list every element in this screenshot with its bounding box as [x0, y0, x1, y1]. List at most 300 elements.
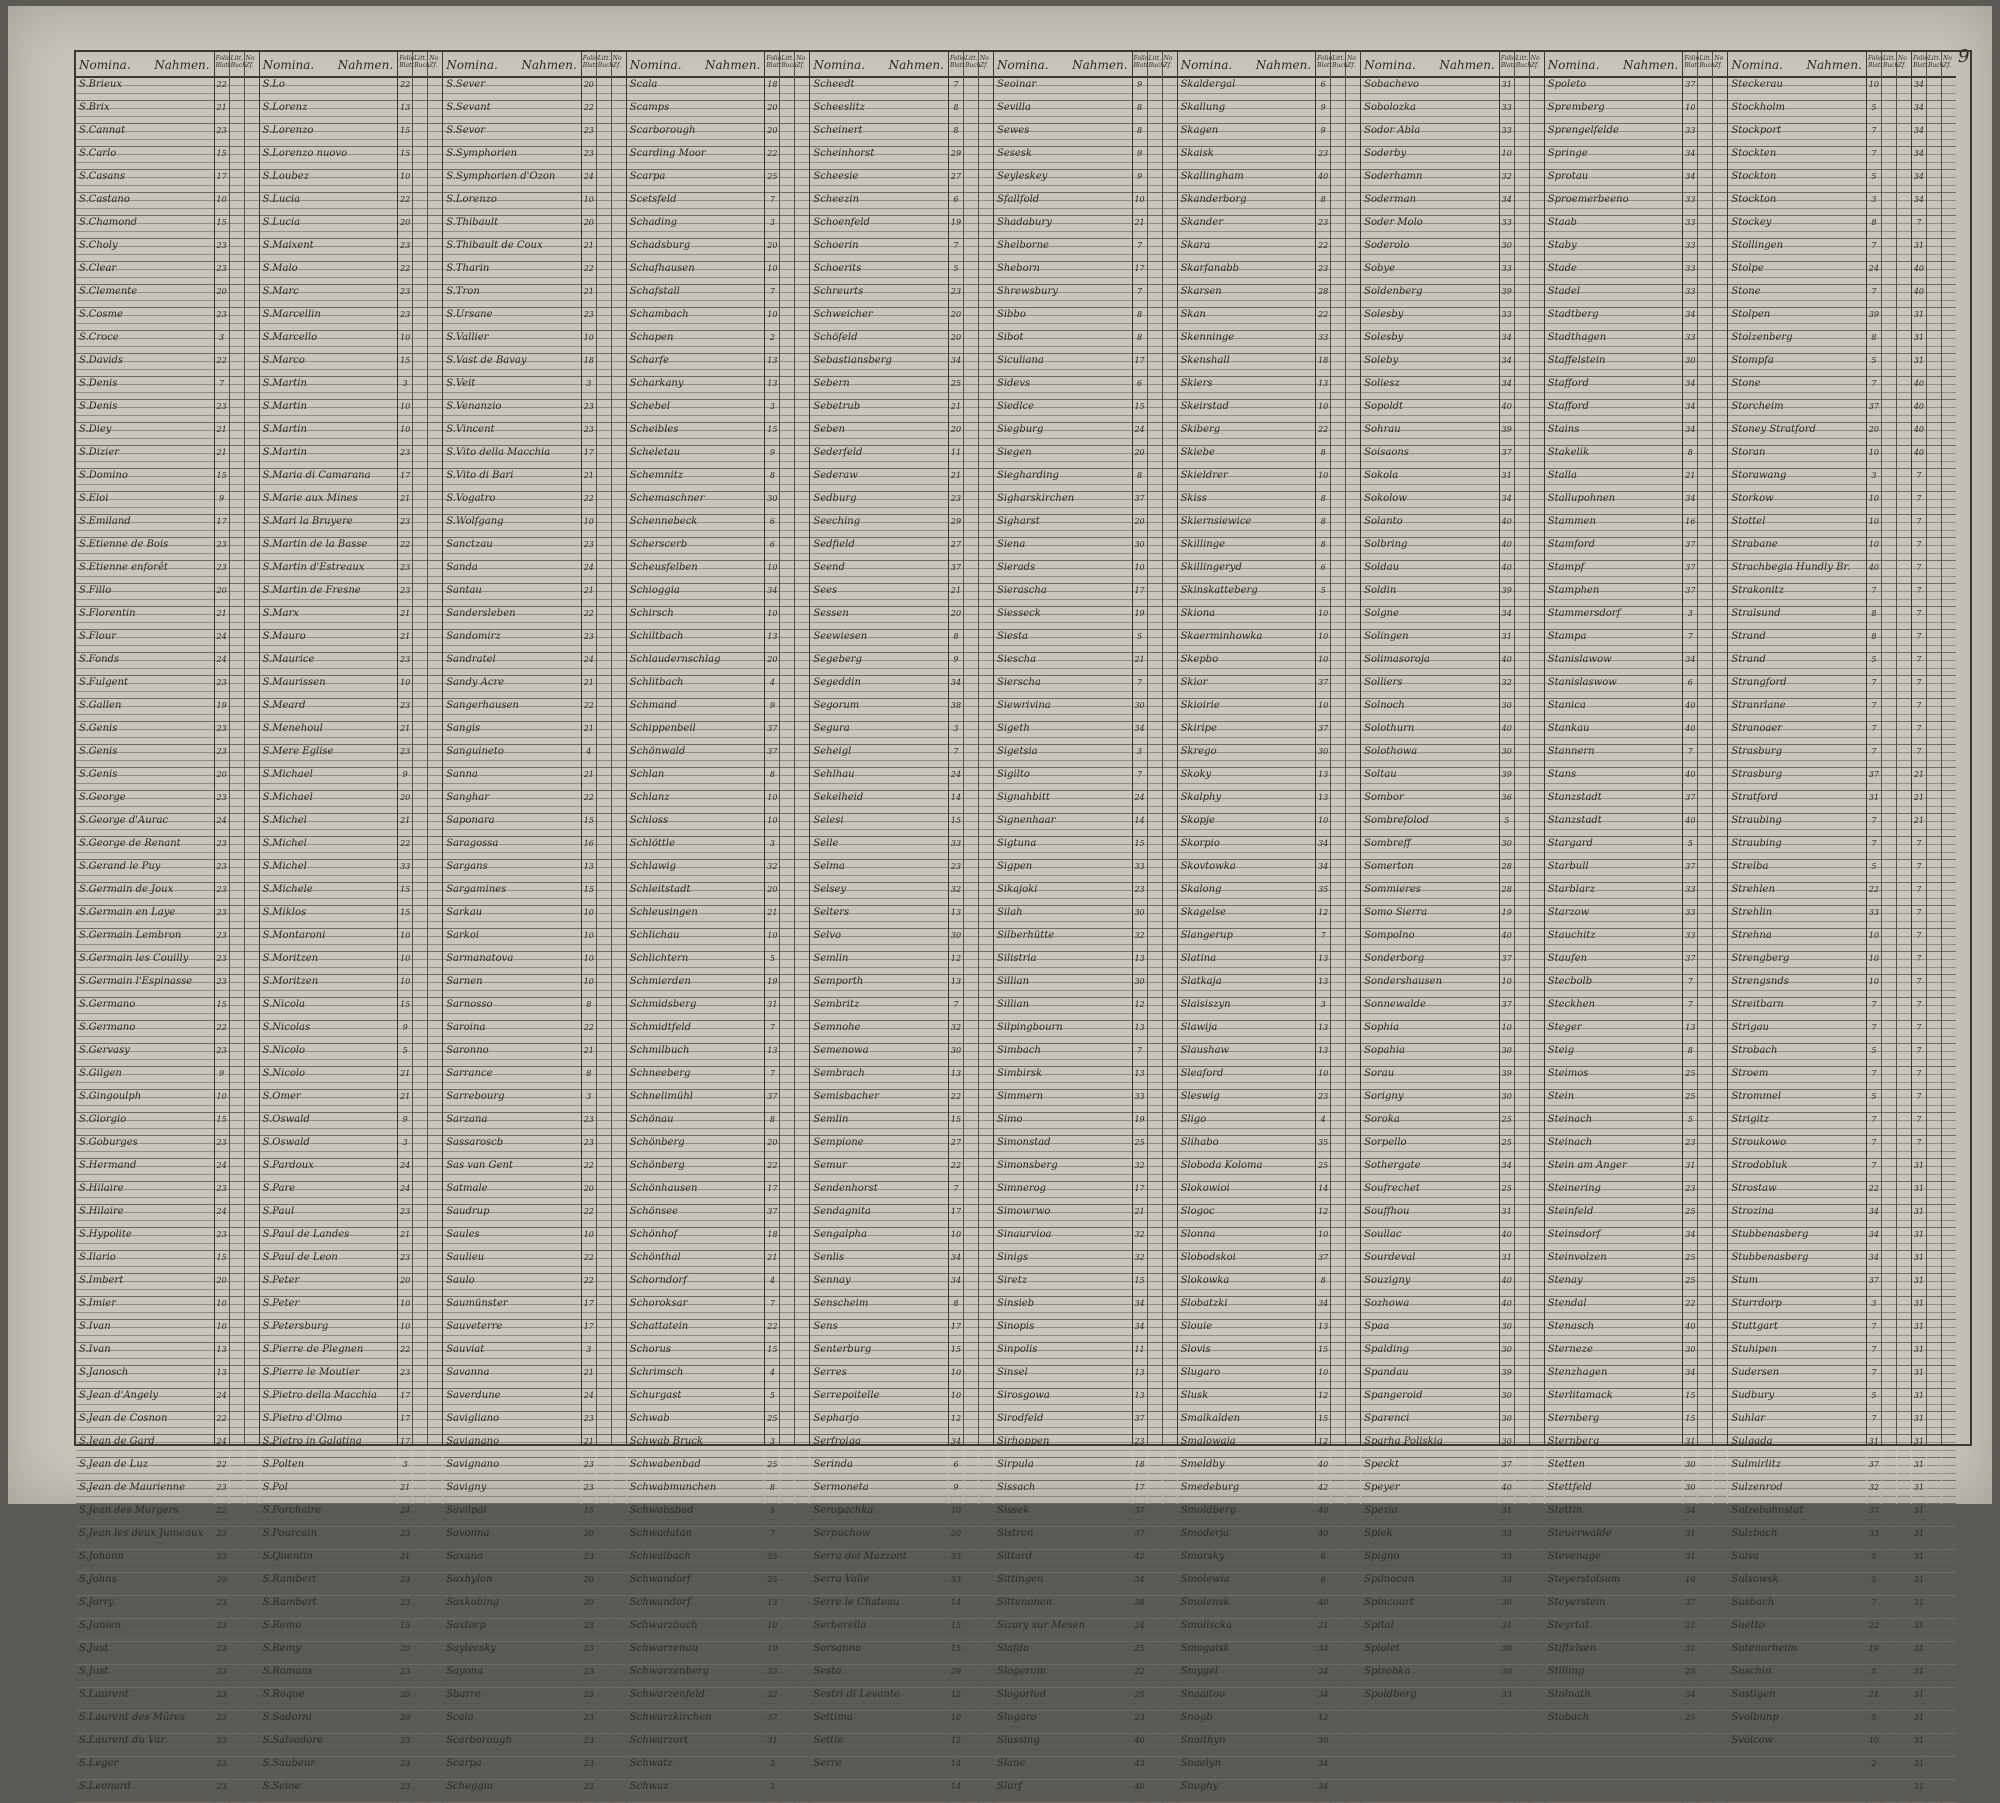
lit-cell — [780, 906, 794, 929]
place-name: Sternberg — [1545, 1412, 1683, 1435]
lit-cell — [1882, 1274, 1896, 1297]
lit-cell — [230, 791, 244, 814]
no-cell — [612, 331, 626, 354]
lit-cell — [780, 1688, 794, 1711]
no-cell — [1942, 1688, 1956, 1711]
place-name: Skrego — [1178, 745, 1316, 768]
no-cell — [1897, 584, 1911, 607]
place-name: Schwarzbach — [627, 1619, 765, 1642]
lit-cell — [230, 561, 244, 584]
no-cell — [795, 308, 809, 331]
no-cell — [1897, 1435, 1911, 1458]
lit-cell — [1698, 331, 1712, 354]
lit-cell — [964, 124, 978, 147]
folio-number: 23 — [398, 446, 412, 469]
lit-cell — [230, 998, 244, 1021]
lit-cell — [1148, 1182, 1162, 1205]
folio-number: 7 — [1912, 1021, 1926, 1044]
lit-cell — [1882, 1619, 1896, 1642]
no-cell — [1163, 124, 1177, 147]
folio-number: 5 — [765, 1389, 779, 1412]
place-name: Stafford — [1545, 377, 1683, 400]
no-cell — [979, 1090, 993, 1113]
lit-cell — [413, 1550, 427, 1573]
folio-number: 7 — [1867, 124, 1881, 147]
no-cell — [979, 239, 993, 262]
no-cell — [245, 239, 259, 262]
no-cell — [795, 1642, 809, 1665]
place-name: Soderby — [1361, 147, 1499, 170]
no-cell — [1163, 1205, 1177, 1228]
place-name: Steinfeld — [1545, 1205, 1683, 1228]
no-cell — [1346, 1619, 1360, 1642]
folio-number: 33 — [1683, 262, 1697, 285]
no-cell — [612, 1734, 626, 1757]
folio-number: 23 — [398, 515, 412, 538]
lit-cell — [1331, 1757, 1345, 1780]
lit-cell — [1927, 1504, 1941, 1527]
lit-cell — [780, 377, 794, 400]
lit-cell — [1148, 1481, 1162, 1504]
lit-cell — [1331, 1366, 1345, 1389]
place-name: Stettin — [1545, 1504, 1683, 1527]
lit-cell — [1331, 262, 1345, 285]
folio-number: 40 — [1500, 1297, 1514, 1320]
no-cell — [1713, 1136, 1727, 1159]
place-name: Steinach — [1545, 1113, 1683, 1136]
no-cell — [1163, 1343, 1177, 1366]
lit-cell — [1148, 124, 1162, 147]
no-cell — [795, 929, 809, 952]
lit-cell — [1927, 1021, 1941, 1044]
lit-cell — [413, 1527, 427, 1550]
folio-number: 15 — [765, 1343, 779, 1366]
place-name: S.Fillo — [76, 584, 214, 607]
lit-cell — [1927, 1067, 1941, 1090]
place-name: S.Romans — [260, 1665, 398, 1688]
no-cell — [1897, 906, 1911, 929]
no-cell — [245, 1159, 259, 1182]
folio-number: 40 — [1912, 446, 1926, 469]
no-cell — [1346, 1596, 1360, 1619]
place-name: Straubing — [1728, 837, 1866, 860]
lit-cell — [1882, 1251, 1896, 1274]
place-name: Sedfield — [810, 538, 948, 561]
lit-cell — [413, 239, 427, 262]
lit-cell — [1148, 883, 1162, 906]
no-cell — [795, 975, 809, 998]
lit-cell — [413, 1481, 427, 1504]
folio-number: 20 — [215, 285, 229, 308]
header-folio: Folio Blatt — [582, 52, 596, 78]
folio-number: 20 — [765, 124, 779, 147]
folio-number: 7 — [1133, 239, 1147, 262]
folio-number: 12 — [1316, 1711, 1330, 1734]
folio-number: 9 — [1133, 147, 1147, 170]
place-name: S.Vito della Macchia — [443, 446, 581, 469]
folio-number: 34 — [1912, 78, 1926, 101]
place-name: Soroka — [1361, 1113, 1499, 1136]
header-no: No Zf. — [1530, 52, 1544, 78]
lit-cell — [1331, 607, 1345, 630]
no-cell — [1346, 193, 1360, 216]
lit-cell — [1515, 1711, 1529, 1734]
folio-number: 34 — [1912, 147, 1926, 170]
folio-number: 40 — [1316, 1596, 1330, 1619]
place-name: Slugaro — [994, 1711, 1132, 1734]
lit-cell — [413, 469, 427, 492]
lit-cell — [1882, 101, 1896, 124]
place-name: Siesta — [994, 630, 1132, 653]
no-cell — [428, 446, 442, 469]
no-cell — [1897, 561, 1911, 584]
no-cell — [1897, 239, 1911, 262]
lit-cell — [1927, 975, 1941, 998]
lit-cell — [1882, 1182, 1896, 1205]
no-cell — [1942, 124, 1956, 147]
place-name: S.Jean de Cosnon — [76, 1412, 214, 1435]
lit-cell — [1927, 538, 1941, 561]
place-name: Stanzstadt — [1545, 791, 1683, 814]
lit-cell — [1698, 170, 1712, 193]
folio-number: 13 — [215, 1343, 229, 1366]
folio-number: 40 — [1316, 1458, 1330, 1481]
folio-number: 6 — [1133, 377, 1147, 400]
lit-cell — [1927, 1205, 1941, 1228]
no-cell — [1713, 216, 1727, 239]
no-cell — [1897, 1366, 1911, 1389]
folio-number: 30 — [1133, 975, 1147, 998]
lit-cell — [1927, 952, 1941, 975]
lit-cell — [964, 1067, 978, 1090]
no-cell — [1942, 101, 1956, 124]
no-cell — [795, 1159, 809, 1182]
folio-number: 23 — [398, 561, 412, 584]
no-cell — [612, 1642, 626, 1665]
no-cell — [979, 124, 993, 147]
lit-cell — [230, 354, 244, 377]
folio-number: 21 — [582, 239, 596, 262]
lit-cell — [1698, 1067, 1712, 1090]
lit-cell — [780, 193, 794, 216]
folio-number: 20 — [398, 791, 412, 814]
lit-cell — [780, 1527, 794, 1550]
lit-cell — [1148, 745, 1162, 768]
folio-number: 32 — [1500, 676, 1514, 699]
folio-number: 7 — [1867, 998, 1881, 1021]
place-name: Slusk — [1178, 1389, 1316, 1412]
no-cell — [1942, 1665, 1956, 1688]
place-name: S.George — [76, 791, 214, 814]
place-name: S.Leger — [76, 1757, 214, 1780]
no-cell — [1163, 584, 1177, 607]
place-name: S.Genis — [76, 722, 214, 745]
no-cell — [1530, 78, 1544, 101]
place-name: Stallupohnen — [1545, 492, 1683, 515]
folio-number: 22 — [582, 262, 596, 285]
no-cell — [428, 1780, 442, 1803]
place-name: S.Domino — [76, 469, 214, 492]
place-name: Seben — [810, 423, 948, 446]
no-cell — [1346, 400, 1360, 423]
no-cell — [1713, 1665, 1727, 1688]
no-cell — [1163, 952, 1177, 975]
folio-number: 19 — [1133, 607, 1147, 630]
folio-number: 6 — [1316, 1550, 1330, 1573]
place-name: S.Porchaire — [260, 1504, 398, 1527]
folio-number: 31 — [1683, 1550, 1697, 1573]
no-cell — [1530, 952, 1544, 975]
place-name: S.Peter — [260, 1297, 398, 1320]
folio-number: 21 — [582, 722, 596, 745]
no-cell — [612, 1182, 626, 1205]
lit-cell — [1927, 1044, 1941, 1067]
lit-cell — [597, 423, 611, 446]
folio-number: 30 — [1500, 837, 1514, 860]
no-cell — [795, 1757, 809, 1780]
place-name: Schafhausen — [627, 262, 765, 285]
no-cell — [1163, 147, 1177, 170]
no-cell — [428, 1090, 442, 1113]
lit-cell — [780, 1251, 794, 1274]
no-cell — [612, 1113, 626, 1136]
folio-number — [1500, 1757, 1514, 1780]
no-cell — [245, 1642, 259, 1665]
lit-cell — [1927, 791, 1941, 814]
place-name: Schippenbeil — [627, 722, 765, 745]
folio-number: 3 — [1683, 607, 1697, 630]
lit-cell — [1927, 929, 1941, 952]
no-cell — [795, 1320, 809, 1343]
no-cell — [1346, 1182, 1360, 1205]
no-cell — [1713, 1711, 1727, 1734]
no-cell — [428, 1044, 442, 1067]
no-cell — [795, 285, 809, 308]
lit-cell — [1331, 515, 1345, 538]
lit-cell — [780, 860, 794, 883]
folio-number: 8 — [1316, 1274, 1330, 1297]
page-number: 9 — [1958, 46, 1970, 67]
no-cell — [979, 446, 993, 469]
no-cell — [979, 1044, 993, 1067]
lit-cell — [1515, 1136, 1529, 1159]
no-cell — [428, 1251, 442, 1274]
lit-cell — [780, 78, 794, 101]
no-cell — [1530, 607, 1544, 630]
folio-number: 7 — [1912, 630, 1926, 653]
folio-number: 40 — [1133, 1734, 1147, 1757]
place-name: Seyleskey — [994, 170, 1132, 193]
place-name: Sarmanatova — [443, 952, 581, 975]
no-cell — [1530, 400, 1544, 423]
place-name: Svolbunp — [1728, 1711, 1866, 1734]
lit-cell — [1927, 492, 1941, 515]
place-name: Stamphen — [1545, 584, 1683, 607]
lit-cell — [1148, 814, 1162, 837]
place-name: Sayona — [443, 1665, 581, 1688]
folio-number: 37 — [1133, 492, 1147, 515]
no-cell — [979, 607, 993, 630]
place-name: S.Maurice — [260, 653, 398, 676]
lit-cell — [1927, 722, 1941, 745]
lit-cell — [1882, 446, 1896, 469]
lit-cell — [1927, 193, 1941, 216]
no-cell — [1530, 1389, 1544, 1412]
place-name: Schönhof — [627, 1228, 765, 1251]
lit-cell — [1882, 676, 1896, 699]
no-cell — [1713, 1458, 1727, 1481]
folio-number: 23 — [582, 124, 596, 147]
place-name: Simnerog — [994, 1182, 1132, 1205]
place-name: Sternberg — [1545, 1435, 1683, 1458]
lit-cell — [1882, 883, 1896, 906]
no-cell — [979, 78, 993, 101]
no-cell — [428, 1435, 442, 1458]
place-name: Schirsch — [627, 607, 765, 630]
folio-number: 34 — [1683, 308, 1697, 331]
no-column — [1713, 52, 1727, 1444]
no-cell — [428, 423, 442, 446]
no-cell — [1942, 584, 1956, 607]
place-name: Schlichau — [627, 929, 765, 952]
no-cell — [1897, 308, 1911, 331]
no-cell — [1713, 1090, 1727, 1113]
folio-number: 8 — [949, 1297, 963, 1320]
lit-cell — [1927, 1343, 1941, 1366]
folio-number: 37 — [1500, 1458, 1514, 1481]
lit-cell — [1148, 1458, 1162, 1481]
folio-number: 21 — [215, 423, 229, 446]
folio-number: 21 — [949, 400, 963, 423]
lit-cell — [1148, 538, 1162, 561]
lit-cell — [780, 929, 794, 952]
place-name: S.Pol — [260, 1481, 398, 1504]
lit-cell — [1882, 423, 1896, 446]
no-cell — [979, 1067, 993, 1090]
folio-number: 25 — [1500, 1113, 1514, 1136]
place-name: Scheesie — [810, 170, 948, 193]
no-cell — [1346, 1090, 1360, 1113]
lit-cell — [1698, 239, 1712, 262]
folio-number: 7 — [1912, 1067, 1926, 1090]
folio-number: 23 — [949, 285, 963, 308]
no-cell — [795, 1228, 809, 1251]
lit-cell — [597, 1573, 611, 1596]
no-cell — [428, 699, 442, 722]
folio-number: 33 — [949, 837, 963, 860]
no-cell — [979, 193, 993, 216]
place-name: Sees — [810, 584, 948, 607]
lit-cell — [230, 147, 244, 170]
folio-number: 33 — [1500, 1550, 1514, 1573]
folio-number: 34 — [949, 1274, 963, 1297]
lit-cell — [1698, 584, 1712, 607]
place-name: Sigtuna — [994, 837, 1132, 860]
folio-number: 32 — [1500, 170, 1514, 193]
no-cell — [1346, 78, 1360, 101]
place-name: S.Laurent du Var — [76, 1734, 214, 1757]
lit-cell — [964, 78, 978, 101]
no-cell — [428, 791, 442, 814]
header-nahmen: Nahmen. — [1255, 58, 1312, 72]
folio-number: 15 — [398, 883, 412, 906]
no-cell — [428, 837, 442, 860]
place-name: Scarding Moor — [627, 147, 765, 170]
lit-cell — [964, 1159, 978, 1182]
no-cell — [1942, 1481, 1956, 1504]
place-name: S.Johns — [76, 1573, 214, 1596]
index-block — [1545, 52, 1729, 1723]
place-name: S.Fulgent — [76, 676, 214, 699]
folio-number: 34 — [1912, 101, 1926, 124]
lit-cell — [1927, 1412, 1941, 1435]
lit-cell — [230, 1550, 244, 1573]
folio-number: 15 — [398, 906, 412, 929]
place-name: Sobachevo — [1361, 78, 1499, 101]
folio-number: 23 — [398, 285, 412, 308]
lit-cell — [780, 1389, 794, 1412]
no-cell — [979, 1343, 993, 1366]
place-name: Strengsnds — [1728, 975, 1866, 998]
folio-number: 8 — [1316, 538, 1330, 561]
folio-number: 22 — [1316, 308, 1330, 331]
lit-cell — [964, 1481, 978, 1504]
lit-cell — [1698, 1044, 1712, 1067]
lit-cell — [964, 1734, 978, 1757]
name-column — [76, 52, 215, 1792]
no-cell — [1346, 1757, 1360, 1780]
place-name: Skieldrer — [1178, 469, 1316, 492]
folio-number: 31 — [1683, 1435, 1697, 1458]
no-cell — [1530, 791, 1544, 814]
place-name: S.Jean d'Angely — [76, 1389, 214, 1412]
place-name: S.Mari la Bruyere — [260, 515, 398, 538]
place-name: S.Jean des Murgers — [76, 1504, 214, 1527]
place-name: Sarnen — [443, 975, 581, 998]
no-cell — [245, 1044, 259, 1067]
no-cell — [1942, 1619, 1956, 1642]
lit-cell — [230, 446, 244, 469]
no-cell — [1942, 515, 1956, 538]
lit-cell — [964, 607, 978, 630]
place-name: Sirhoppen — [994, 1435, 1132, 1458]
no-cell — [979, 1458, 993, 1481]
place-name: Sprotau — [1545, 170, 1683, 193]
lit-cell — [1698, 561, 1712, 584]
no-cell — [428, 929, 442, 952]
place-name: Skaisk — [1178, 147, 1316, 170]
place-name: S.Lo — [260, 78, 398, 101]
lit-cell — [230, 768, 244, 791]
no-cell — [612, 998, 626, 1021]
lit-cell — [1882, 1044, 1896, 1067]
no-cell — [1897, 860, 1911, 883]
lit-cell — [597, 768, 611, 791]
lit-cell — [1698, 1711, 1712, 1734]
folio-number: 17 — [1133, 1182, 1147, 1205]
lit-cell — [780, 630, 794, 653]
place-name: Sudbury — [1728, 1389, 1866, 1412]
no-cell — [1942, 1711, 1956, 1734]
no-cell — [1163, 722, 1177, 745]
no-cell — [1163, 699, 1177, 722]
folio-number: 21 — [582, 768, 596, 791]
place-name: Sokolow — [1361, 492, 1499, 515]
no-cell — [1163, 193, 1177, 216]
no-cell — [612, 860, 626, 883]
place-name: Sedburg — [810, 492, 948, 515]
no-cell — [1346, 768, 1360, 791]
